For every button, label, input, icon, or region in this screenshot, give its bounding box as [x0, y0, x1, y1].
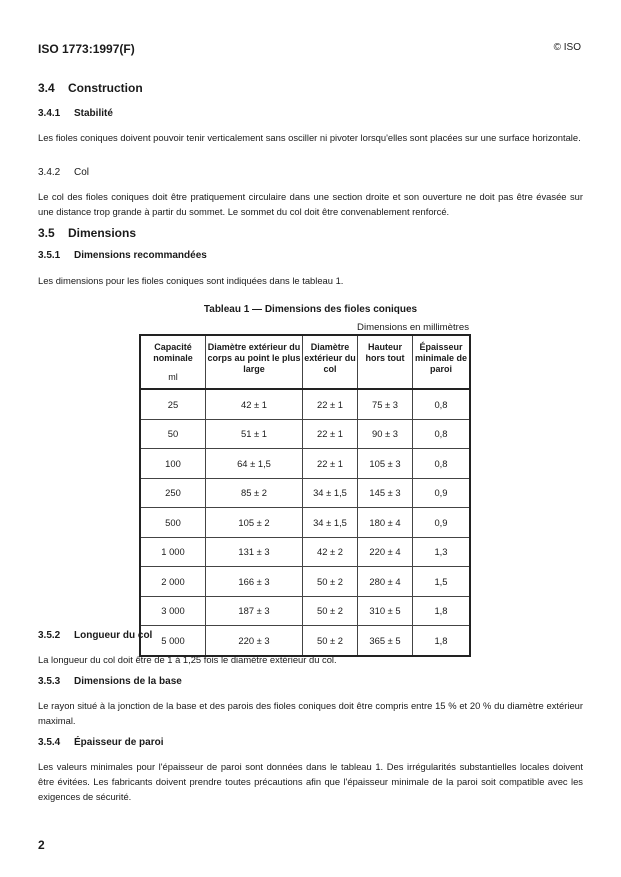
header-unit: ml	[168, 372, 178, 382]
cell-height: 220 ± 4	[358, 537, 413, 567]
table-row	[140, 537, 470, 567]
cell-height: 145 ± 3	[358, 478, 413, 508]
section-title: Construction	[68, 81, 143, 95]
cell-height: 310 ± 5	[358, 596, 413, 626]
table-row	[140, 626, 470, 656]
section-number: 3.5.2	[38, 630, 61, 641]
header-overall-height: Hauteur hors tout	[358, 335, 413, 389]
paragraph-3-5-1: Les dimensions pour les fioles coniques sont indiquées dans le tableau 1.	[38, 275, 344, 286]
header-body-diameter: Diamètre extérieur du corps au point le plus large	[206, 335, 303, 389]
cell-body-diameter: 51 ± 1	[206, 419, 303, 449]
header-wall-thickness: Épaisseur minimale de paroi	[413, 335, 471, 389]
table-header-row	[140, 335, 470, 389]
table-caption: Tableau 1 — Dimensions des fioles coniques	[203, 304, 418, 315]
dimensions-table	[139, 334, 471, 657]
table-row	[140, 449, 470, 479]
header-capacity	[140, 335, 206, 389]
document-id: ISO 1773:1997(F)	[38, 42, 135, 56]
paragraph-3-5-2: La longueur du col doit être de 1 à 1,25 fois le diamètre extérieur du col.	[38, 654, 337, 665]
paragraph-3-4-2: Le col des fioles coniques doit être pratiquement circulaire dans une section droite et son ouverture ne doit pas être évasée sur une distance trop grande à partir du sommet. Le sommet du col doit être convenablement renforcé.	[38, 191, 583, 217]
cell-thickness: 1,3	[413, 537, 471, 567]
cell-height: 90 ± 3	[358, 419, 413, 449]
section-number: 3.4.1	[38, 108, 61, 119]
cell-body-diameter: 64 ± 1,5	[206, 449, 303, 479]
table-row	[140, 508, 470, 538]
section-number: 3.5.3	[38, 676, 61, 687]
table-units-note: Dimensions en millimètres	[357, 322, 469, 333]
heading-3-5-3	[38, 676, 182, 687]
section-number: 3.4.2	[38, 167, 61, 178]
header-neck-diameter: Diamètre extérieur du col	[303, 335, 358, 389]
cell-neck-diameter: 50 ± 2	[303, 596, 358, 626]
header-label: Capacité nominale	[153, 342, 193, 363]
cell-neck-diameter: 42 ± 2	[303, 537, 358, 567]
cell-height: 365 ± 5	[358, 626, 413, 656]
cell-body-diameter: 105 ± 2	[206, 508, 303, 538]
heading-3-5-2	[38, 630, 152, 641]
cell-body-diameter: 131 ± 3	[206, 537, 303, 567]
cell-body-diameter: 220 ± 3	[206, 626, 303, 656]
paragraph-3-5-3: Le rayon situé à la jonction de la base et des parois des fioles coniques doit être compris entre 15 % et 20 % du diamètre extérieur maximal.	[38, 700, 583, 726]
table-row	[140, 419, 470, 449]
cell-capacity: 2 000	[140, 567, 206, 597]
section-title: Dimensions recommandées	[74, 250, 207, 261]
section-title: Épaisseur de paroi	[74, 737, 164, 748]
cell-thickness: 1,5	[413, 567, 471, 597]
cell-capacity: 50	[140, 419, 206, 449]
paragraph-3-5-4: Les valeurs minimales pour l'épaisseur de paroi sont données dans le tableau 1. Des irrégularités substantielles locales doivent être évitées. Les fabricants doivent prendre toutes précautions afin que l'épaisseur minimale de la paroi soit compatible avec les exigences de sécurité.	[38, 761, 583, 802]
section-number: 3.5.4	[38, 737, 61, 748]
cell-body-diameter: 166 ± 3	[206, 567, 303, 597]
cell-height: 180 ± 4	[358, 508, 413, 538]
section-number: 3.5.1	[38, 250, 61, 261]
cell-thickness: 0,8	[413, 449, 471, 479]
table-row	[140, 389, 470, 419]
cell-neck-diameter: 34 ± 1,5	[303, 478, 358, 508]
copyright-notice: © ISO	[553, 42, 581, 53]
heading-3-5-1	[38, 250, 207, 261]
heading-3-5-4	[38, 737, 163, 748]
section-title: Stabilité	[74, 108, 113, 119]
table-row	[140, 478, 470, 508]
cell-thickness: 1,8	[413, 626, 471, 656]
cell-capacity: 3 000	[140, 596, 206, 626]
cell-thickness: 1,8	[413, 596, 471, 626]
cell-neck-diameter: 50 ± 2	[303, 626, 358, 656]
cell-body-diameter: 187 ± 3	[206, 596, 303, 626]
heading-3-4	[38, 81, 143, 95]
cell-thickness: 0,8	[413, 419, 471, 449]
section-title: Longueur du col	[74, 630, 153, 641]
cell-thickness: 0,9	[413, 478, 471, 508]
cell-thickness: 0,9	[413, 508, 471, 538]
heading-3-4-1	[38, 108, 113, 119]
cell-height: 105 ± 3	[358, 449, 413, 479]
table-row	[140, 567, 470, 597]
section-title: Dimensions	[68, 226, 137, 240]
section-number: 3.5	[38, 226, 55, 240]
section-title: Dimensions de la base	[74, 676, 182, 687]
section-title: Col	[74, 167, 90, 178]
cell-neck-diameter: 50 ± 2	[303, 567, 358, 597]
cell-body-diameter: 42 ± 1	[206, 389, 303, 419]
cell-capacity: 100	[140, 449, 206, 479]
cell-height: 75 ± 3	[358, 389, 413, 419]
cell-thickness: 0,8	[413, 389, 471, 419]
paragraph-3-4-1: Les fioles coniques doivent pouvoir tenir verticalement sans osciller ni pivoter lorsqu'elles sont placées sur une surface horizontale.	[38, 132, 581, 143]
cell-capacity: 500	[140, 508, 206, 538]
cell-capacity: 250	[140, 478, 206, 508]
table-row	[140, 596, 470, 626]
heading-3-5	[38, 226, 136, 240]
cell-neck-diameter: 22 ± 1	[303, 449, 358, 479]
cell-capacity: 1 000	[140, 537, 206, 567]
cell-neck-diameter: 22 ± 1	[303, 389, 358, 419]
cell-capacity: 5 000	[140, 626, 206, 656]
cell-body-diameter: 85 ± 2	[206, 478, 303, 508]
heading-3-4-2	[38, 167, 89, 178]
section-number: 3.4	[38, 81, 55, 95]
cell-neck-diameter: 34 ± 1,5	[303, 508, 358, 538]
cell-height: 280 ± 4	[358, 567, 413, 597]
cell-capacity: 25	[140, 389, 206, 419]
cell-neck-diameter: 22 ± 1	[303, 419, 358, 449]
page-number: 2	[38, 838, 45, 852]
